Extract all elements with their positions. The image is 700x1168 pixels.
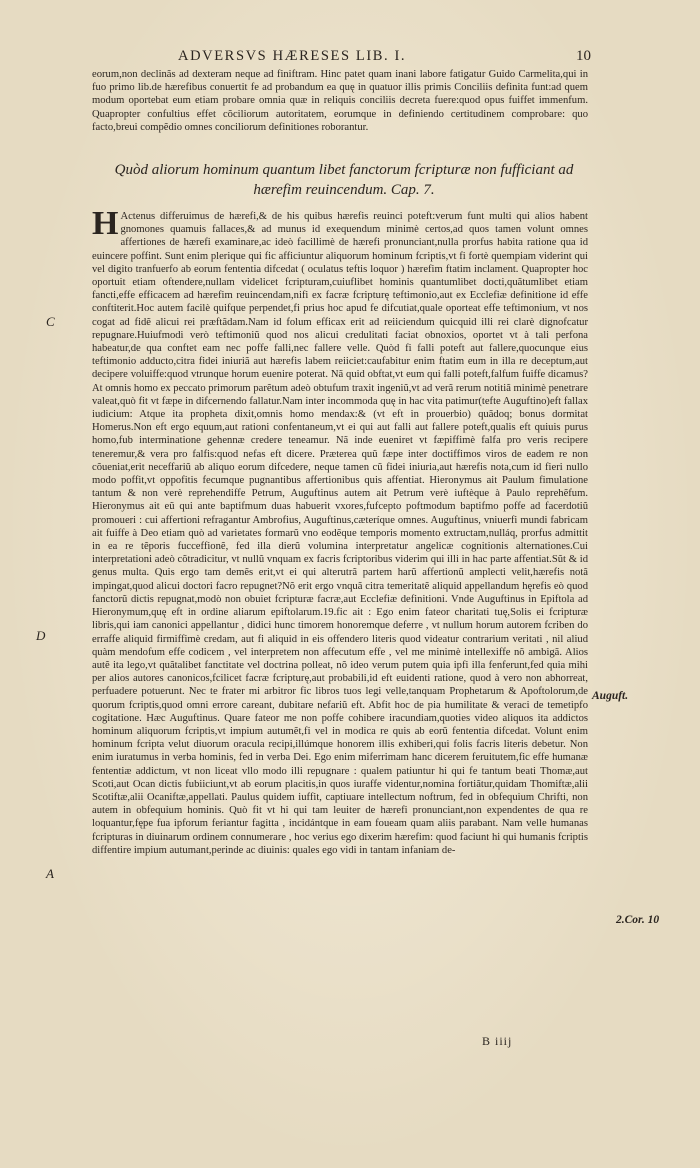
signature-mark: B iiij <box>482 1034 513 1048</box>
margin-letter-c: C <box>46 314 55 329</box>
running-title: ADVERSVS HÆRESES LIB. I. <box>178 48 407 64</box>
folio-number: 10 <box>576 48 591 64</box>
opening-paragraph-block <box>92 68 588 134</box>
margin-note-augustine: Auguft. <box>592 690 629 702</box>
margin-letter-d: D <box>36 628 46 643</box>
drop-capital: H <box>92 205 119 242</box>
running-head <box>0 48 700 68</box>
opening-paragraph: eorum,non declinãs ad dexteram neque ad finiftram. Hinc patet quam inani labore fatigatur Guido Carmelita,qui in fuo primo lib.de hærefibus conuertit fe ad probandum ea quę in quatuor illis primis Conciliis definita funt:ad quem modum oportebat eum etiam probare omnia quæ in reliquis conciliis decreta fuere:quod opus fuiffet immenfum. Quapropter confultius effet cõciliorum autoritatem, eorumque in definiendo certitudinem comprobare: quo facto,breui compẽdio omnes conciliorum definitiones roborantur. <box>92 69 588 133</box>
margin-letter-a: A <box>46 866 54 881</box>
chapter-text-block <box>92 205 588 857</box>
chapter-heading: Quòd aliorum hominum quantum libet fanctorum fcripturæ non fufficiant ad hærefim reuincendum. Cap. 7. <box>114 162 574 198</box>
margin-note-corinthians: 2.Cor. 10 <box>616 914 660 926</box>
chapter-body: Actenus differuimus de hærefi,& de his quibus hærefis reuinci poteft:verum funt multi qui alios habent gnomones quamuis fallaces,& ad munus id exequendum minimè certos,ad quos tamen volunt omnes affertiones de hærefi examinare,ac ideò facillimè de hærefi pronunciant,nulla prorfus habita ratione qua id euincere poffint. Sunt enim plerique qui fic afficiuntur aliquorum hominum fcriptis,vt fi fortè quempiam viderint qui vel digito tranfuerfo ab eorum fententia difcedat ( oculatus teftis loquor ) hærefim ftatim inclament. Quapropter hoc oportuit etiam oftendere,nullam videlicet fcripturam,cuiuflibet hominis quantumlibet docti,quãtumlibet etiam fancti,effe efficacem ad hærefim reuincendam,nifi ex facræ fcripturę teftimonio,aut ex Ecclefiæ definitione id effe conftiterit.Hoc autem facilè quifque perpendet,fi prius hoc apud fe difcutiat,quale oporteat effe teftimonium, vt nos cogat ad fidẽ alicui rei præftãdam.Nam id folum efficax erit ad reiiciendum quicquid illi rei clarè dignofcatur repugnare.Huiufmodi verò teftimoniũ quod nos alicui credulitati faciat obnoxios, oportet vt à tali perfona habeatur,de qua conftet eam nec poffe falli,nec fallere velle. Quòd fi falli poteft aut fallere,quocunque eius teftimonio adducto,citra fidei iniuriã aut hærefis labem reiiciet:caufabitur enim ftatim eum in illa re deceptum,aut decipere voluiffe:quod vtrunque horum euenire poterat. Nã quid obftat,vt eum qui falli poteft,falfum fuiffe dicamus? At omnis homo ex peccato primorum parẽtum adeò obtufum traxit ingeniũ,vt ad verã rerum notitiã minimè penetrare valeat,quò fit vt fæpe in difcernendo fallatur.Nam inter incommoda quę in hac vita patimur(tefte Auguftino)eft fallax iudicium: Atque ita propheta dixit,omnis homo mendax:& (vt eft in prouerbio) quãdoq; bonus dormitat Homerus.Non eft ergo equum,aut rationi confentaneum,vt ei qui aut falli aut fallere poteft,qualis eft quiuis purus homo,fub interminatione gehennæ credere teneamur. Nã inde eueniret vt fæpiffimè falfa pro veris recipere teneremur,& vera pro falfis:quod nefas eft dicere. Præterea quũ fæpe inter doctiffimos viros de eadem re non cõueniat,erit neceffariũ ab aliquo eorum difcedere, neque tamen cũ fidei iniuria,aut hærefis nota,cum id fieri nullo modo poffit,vt oppofitis fecumque pugnantibus affertionibus quis affentiat. Hieronymus ait Paulum fimulatione tantum & non verè reprehendiffe Petrum, Auguftinus autem ait Petrum verè iuftèque à Paulo reprehẽfum. Hieronymus ait eũ qui ante baptifmum duas habuerit vxores,fufcepto poftmodum baptifmo poffe ad facerdotiũ promoueri : cui affertioni refragantur Ambrofius, Auguftinus,cæteríque omnes. Auguftinus, vniuerfi mundi fabricam ait fuiffe à Deo etiam quò ad varietates formarũ vno eodẽque temporis momento extructam,nulláq, prorfus admittit in ea re tẽporis fucceffionẽ, fed illa dierũ volumina interpretatur angelicæ cognitionis alternationes.Cui interpretationi adeò cõtradicitur, vt nullũ vnquam ex facris fcriptoribus viderim qui illi in hac parte affentiat.Sũt & id genus multa. Quis ergo tam demẽs erit,vt ei qui alterutrã partem harũ affertionũ amplecti velit,hærefis notã impingat,quod alicui doctori facro repugnet?Nõ erit ergo vnquã citra temeritatẽ aliquid appellandum hęrefis eò quod fanctorũ dictis repugnat,modò non obuiet fcripturæ facræ,aut Ecclefiæ definitioni. Vnde Auguftinus in Epiftola ad Hieronymum,quę eft in ordine aliarum epiftolarum.19.fic ait : Ego enim fateor charitati tuę,Solis ei fcripturæ libris,qui iam canonici appellantur , didici hunc timorem honoremque deferre , vt nullum horum autorem fcriben do erraffe aliquid firmiffimè credam, aut fi aliquid in eis offendero literis quod videatur contrarium veritati , nil aliud quàm mendofum effe codicem , vel interpretem non affecutum effe , vel me minimè intellexiffe nõ ambigã. Alios autẽ ita lego,vt quãtalibet fanctitate vel doctrina polleat, nõ ideo verum putem quia ipfi illa fenferunt,fed quia mihi per alios autores canonicos,fcilicet facræ fcripturę,aut probabili,id eft euidenti ratione, quod à vero non abhorreat, perfuadere potuerunt. Nec te frater mi arbitror fic libros tuos legi velle,tanquam Prophetarum & Apoftolorum,de quorum fcriptis,quod omni errore careant, dubitare nefariũ eft. Abfit hoc de pia humilitate & veraci de temetipfo cogitatione. Hæc Auguftinus. Quare fateor me non poffe cohibere iracundiam,quoties video aliquos ita addictos hominum aliquorum fcriptis,vt impium autumẽt,fi vel in modica re quis ab eorũ fententia difcedat. Volunt enim hominum fcripta velut diuorum oracula recipi,illúmque honorem illis exhiberi,qui folis facris literis debetur. Non enim iuratumus in verba hominis, fed in verba Dei. Ego enim miferrimam hanc dicerem feruitutem,fic effe humanæ fententiæ addictum, vt non liceat vllo modo illi repugnare : qualem patiuntur hi qui fe tantum beati Thomæ,aut Scoti,aut Ocan dictis fubiiciunt,vt ab eorum placitis,in quos iuraffe videntur,nomina fortiãtur,quidam Thomiftæ,alii Scotiftæ,alii Ocaniftæ,appellati. Paulus quidem iuffit, captiuare intellectum noftrum, fed in obfequium Chrifti, non autem in obfequium hominis. Quò fit vt hi qui tam leuiter de hærefi pronunciant,non expendentes de qua re loquantur,fępe fua ipforum feriantur fagitta , incidántque in eam foueam quam aliis parabant. Nam velle humanas fcripturas in diuinarum ordinem connumerare , hoc verius ego dixerim hærefim: quod faciunt hi qui humanis fcriptis diffentire impium autumant,perinde ac diuinis: quales ego vidi in tantam infaniam de- <box>92 211 588 856</box>
